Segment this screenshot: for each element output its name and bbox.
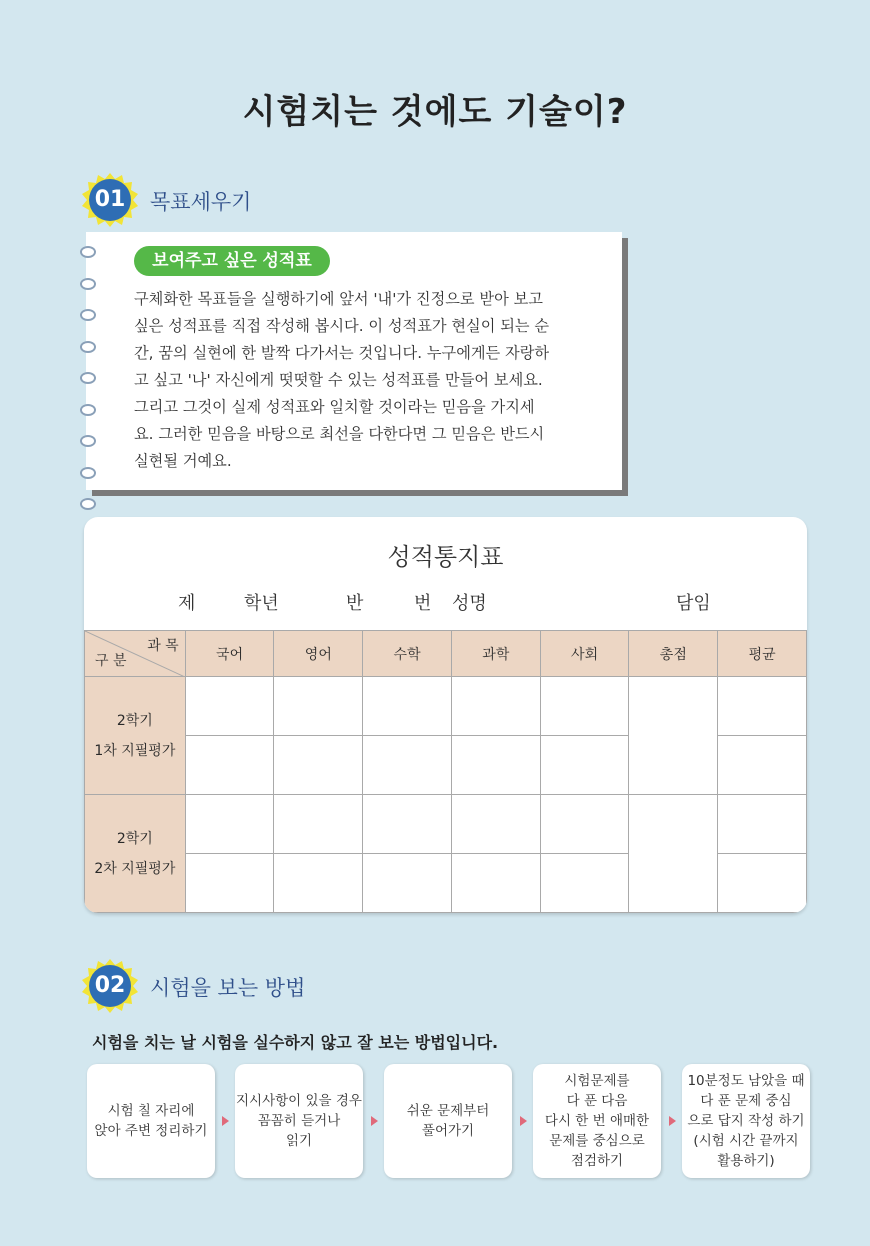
section-badge-02	[82, 958, 138, 1014]
note-line: 실현될 거예요.	[134, 452, 232, 470]
teacher-label: 담임	[676, 593, 711, 614]
subject-header: 영어	[274, 631, 363, 677]
ban-label[interactable]: 반	[346, 593, 364, 614]
grade-label: 제	[178, 593, 196, 614]
row-label-exam: 1차 지필평가	[94, 742, 176, 759]
score-cell[interactable]	[540, 677, 629, 736]
score-cell[interactable]	[451, 854, 540, 913]
report-title: 성적통지표	[387, 543, 504, 571]
method-step-3: 쉬운 문제부터 풀어가기	[384, 1064, 512, 1178]
note-card	[86, 232, 622, 490]
score-cell[interactable]	[540, 795, 629, 854]
score-cell[interactable]	[451, 677, 540, 736]
score-cell[interactable]	[451, 795, 540, 854]
section-number: 01	[94, 187, 126, 212]
score-cell[interactable]	[274, 736, 363, 795]
subject-header: 국어	[185, 631, 274, 677]
subject-header: 과학	[451, 631, 540, 677]
table-row	[85, 795, 807, 854]
method-step-1: 시험 칠 자리에 앉아 주변 정리하기	[87, 1064, 215, 1178]
section-number: 02	[94, 973, 126, 998]
table-row	[85, 677, 807, 736]
score-cell[interactable]	[363, 795, 452, 854]
score-cell[interactable]	[363, 736, 452, 795]
subject-header: 사회	[540, 631, 629, 677]
method-step-5: 10분정도 남았을 때 다 푼 문제 중심 으로 답지 작성 하기 (시험 시간 끝까지 활용하기)	[682, 1064, 810, 1178]
spiral-ring-icon	[80, 246, 102, 530]
note-heading-pill: 보여주고 싶은 성적표	[134, 246, 330, 276]
note-line: 요. 그러한 믿음을 바탕으로 최선을 다한다면 그 믿음은 반드시	[134, 425, 545, 443]
score-cell[interactable]	[540, 736, 629, 795]
grade-table	[84, 630, 807, 913]
arrow-right-icon	[669, 1116, 676, 1126]
note-body	[134, 286, 600, 475]
report-card	[84, 517, 807, 913]
method-step-4: 시험문제를 다 푼 다음 다시 한 번 애매한 문제를 중심으로 점검하기	[533, 1064, 661, 1178]
beon-label: 번	[414, 593, 432, 614]
arrow-right-icon	[222, 1116, 229, 1126]
subject-header: 총점	[629, 631, 718, 677]
total-cell[interactable]	[629, 795, 718, 913]
section-title-goal: 목표세우기	[150, 190, 252, 214]
row-label-term: 2학기	[116, 830, 153, 847]
corner-cell	[85, 631, 186, 677]
section-title-method: 시험을 보는 방법	[150, 976, 306, 1000]
row-header-2	[85, 795, 186, 913]
score-cell[interactable]	[274, 677, 363, 736]
score-cell[interactable]	[185, 677, 274, 736]
row-header-1	[85, 677, 186, 795]
note-line: 고 싶고 '나' 자신에게 떳떳할 수 있는 성적표를 만들어 보세요.	[134, 371, 543, 389]
score-cell[interactable]	[718, 736, 807, 795]
note-line: 간, 꿈의 실현에 한 발짝 다가서는 것입니다. 누구에게든 자랑하	[134, 344, 550, 362]
score-cell[interactable]	[185, 736, 274, 795]
score-cell[interactable]	[363, 854, 452, 913]
method-lead-text: 시험을 치는 날 시험을 실수하지 않고 잘 보는 방법입니다.	[92, 1033, 499, 1052]
score-cell[interactable]	[274, 854, 363, 913]
score-cell[interactable]	[718, 795, 807, 854]
page-title: 시험치는 것에도 기술이?	[242, 92, 628, 132]
score-cell[interactable]	[185, 795, 274, 854]
row-label-exam: 2차 지필평가	[94, 860, 176, 877]
corner-bottom-label: 구 분	[95, 653, 127, 669]
hak-label: 학년	[244, 593, 279, 614]
score-cell[interactable]	[718, 677, 807, 736]
score-cell[interactable]	[540, 854, 629, 913]
score-cell[interactable]	[185, 854, 274, 913]
name-label: 성명	[452, 593, 487, 614]
note-line: 그리고 그것이 실제 성적표와 일치할 것이라는 믿음을 가지세	[134, 398, 535, 416]
row-label-term: 2학기	[116, 712, 153, 729]
note-line: 싶은 성적표를 직접 작성해 봅시다. 이 성적표가 현실이 되는 순	[134, 317, 550, 335]
score-cell[interactable]	[363, 677, 452, 736]
method-step-2: 지시사항이 있을 경우 꼼꼼히 듣거나 읽기	[235, 1064, 363, 1178]
note-line: 구체화한 목표들을 실행하기에 앞서 '내'가 진정으로 받아 보고	[134, 290, 543, 308]
total-cell[interactable]	[629, 677, 718, 795]
score-cell[interactable]	[718, 854, 807, 913]
table-header-row	[85, 631, 807, 677]
score-cell[interactable]	[451, 736, 540, 795]
score-cell[interactable]	[274, 795, 363, 854]
subject-header: 평균	[718, 631, 807, 677]
arrow-right-icon	[520, 1116, 527, 1126]
subject-header: 수학	[363, 631, 452, 677]
corner-top-label: 과 목	[147, 638, 179, 654]
arrow-right-icon	[371, 1116, 378, 1126]
section-badge-01	[82, 172, 138, 228]
